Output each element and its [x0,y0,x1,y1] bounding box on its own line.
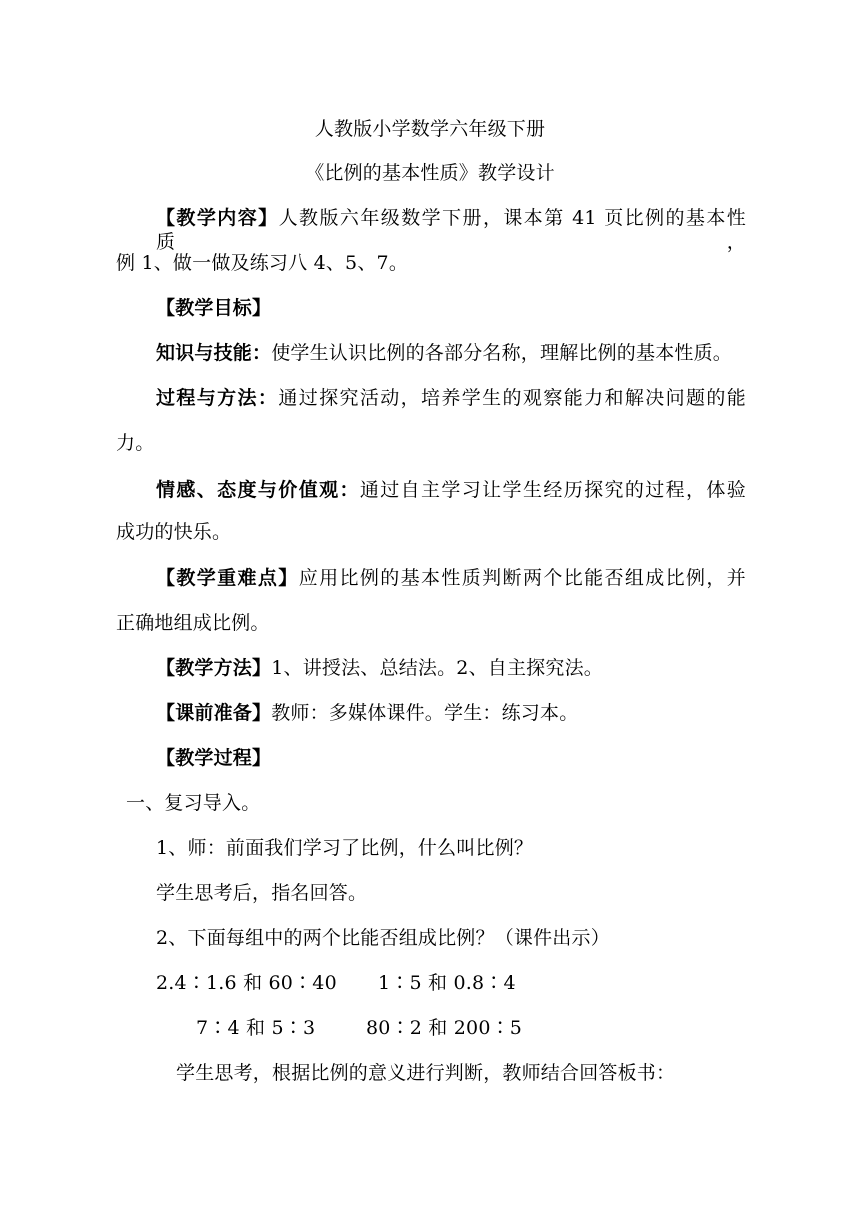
teaching-method-text: 1、讲授法、总结法。2、自主探究法。 [271,657,603,679]
key-points-label: 【教学重难点】 [156,567,299,589]
key-points-line-1 [156,566,746,590]
ratio-pair-d: 80∶2 和 200∶5 [366,1017,523,1039]
process-line-2: 力。 [116,432,155,454]
ratio-pair-b: 1∶5 和 0.8∶4 [378,972,516,994]
question-1-answer: 学生思考后，指名回答。 [156,882,368,904]
emotion-label: 情感、态度与价值观： [156,479,360,501]
skill-text: 使学生认识比例的各部分名称，理解比例的基本性质。 [271,342,733,364]
emotion-line-2: 成功的快乐。 [116,521,232,543]
emotion-text-1: 通过自主学习让学生经历探究的过程，体验 [359,479,746,501]
question-2: 2、下面每组中的两个比能否组成比例？（课件出示） [156,927,610,949]
preparation-line [156,701,578,725]
teaching-content-line-1 [156,206,746,254]
process-label: 过程与方法： [156,387,279,409]
teaching-method-line [156,656,603,680]
ratio-pair-c: 7∶4 和 5∶3 [196,1017,316,1039]
process-line-1 [156,386,746,410]
ratio-pair-a: 2.4∶1.6 和 60∶40 [156,972,337,994]
teaching-content-text-1: 人教版六年级数学下册，课本第 41 页比例的基本性质， [156,207,746,253]
question-1: 1、师：前面我们学习了比例，什么叫比例？ [156,837,534,859]
emotion-line-1 [156,478,746,502]
preparation-text: 教师：多媒体课件。学生：练习本。 [271,702,579,724]
teaching-method-label: 【教学方法】 [156,657,272,679]
teaching-goals-heading: 【教学目标】 [156,297,272,319]
skill-label: 知识与技能： [156,342,272,364]
closing-paragraph: 学生思考，根据比例的意义进行判断，教师结合回答板书： [176,1062,676,1084]
section-review-heading: 一、复习导入。 [126,792,261,814]
preparation-label: 【课前准备】 [156,702,272,724]
key-points-text-1: 应用比例的基本性质判断两个比能否组成比例，并 [298,567,746,589]
document-subtitle: 《比例的基本性质》教学设计 [305,162,555,184]
document-title: 人教版小学数学六年级下册 [314,118,546,140]
teaching-content-label: 【教学内容】 [156,207,279,229]
process-text-1: 通过探究活动，培养学生的观察能力和解决问题的能 [278,387,746,409]
teaching-content-line-2: 例 1、做一做及练习八 4、5、7。 [116,252,409,274]
teaching-procedure-heading: 【教学过程】 [156,747,272,769]
key-points-line-2: 正确地组成比例。 [116,612,270,634]
skill-line [156,341,732,365]
